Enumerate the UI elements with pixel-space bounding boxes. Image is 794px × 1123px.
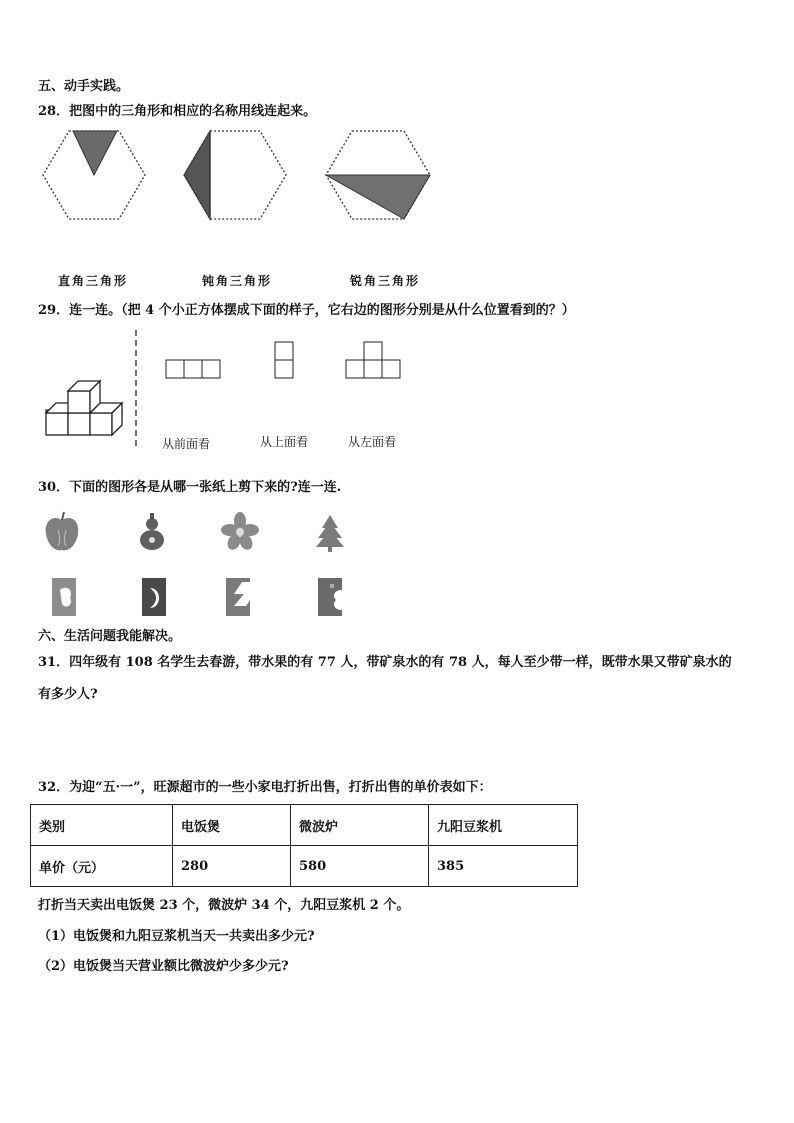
table-cell: 280 [173,846,291,887]
question-32-sales: 打折当天卖出电饭煲 23 个，微波炉 34 个，九阳豆浆机 2 个。 [38,898,410,913]
paper-piece-1 [52,578,76,616]
label-top-view: 从上面看 [260,435,309,449]
question-31-line2: 有多少人? [38,687,98,702]
question-29-text: 29．连一连。（把 4 个小正方体摆成下面的样子，它右边的图形分别是从什么位置看到的？） [38,303,575,318]
table-cell: 385 [429,846,578,887]
table-header-row [31,805,578,846]
table-cell: 580 [291,846,429,887]
paper-piece-3 [226,578,250,616]
question-32-sub2: （2）电饭煲当天营业额比微波炉少多少元? [38,959,289,974]
tree-icon [316,515,344,552]
label-left-view: 从左面看 [348,435,397,449]
paper-piece-4 [318,578,342,616]
apple-icon [46,512,79,550]
section-title-5: 五、动手实践。 [38,79,130,94]
question-30-text: 30．下面的图形各是从哪一张纸上剪下来的?连一连. [38,480,342,495]
table-cell: 电饭煲 [173,805,291,846]
flower-icon [221,512,259,552]
label-acute-triangle: 锐角三角形 [350,274,421,288]
section-title-6: 六、生活问题我能解决。 [38,629,182,644]
table-cell: 微波炉 [291,805,429,846]
table-cell: 单价（元） [31,846,173,887]
table-cell: 类别 [31,805,173,846]
gourd-icon [140,513,164,550]
price-table [30,804,578,887]
label-obtuse-triangle: 钝角三角形 [202,274,273,288]
table-cell: 九阳豆浆机 [429,805,578,846]
question-28-text: 28．把图中的三角形和相应的名称用线连起来。 [38,104,317,119]
question-32-text: 32．为迎“五·一”，旺源超市的一些小家电打折出售，打折出售的单价表如下： [38,780,492,795]
label-right-triangle: 直角三角形 [58,274,129,288]
question-32-sub1: （1）电饭煲和九阳豆浆机当天一共卖出多少元? [38,929,315,944]
table-row [31,846,578,887]
label-front-view: 从前面看 [162,437,211,451]
paper-piece-2 [142,578,166,616]
question-31-line1: 31．四年级有 108 名学生去春游，带水果的有 77 人，带矿泉水的有 78 人，每人至少带一样，既带水果又带矿泉水的 [38,655,732,670]
